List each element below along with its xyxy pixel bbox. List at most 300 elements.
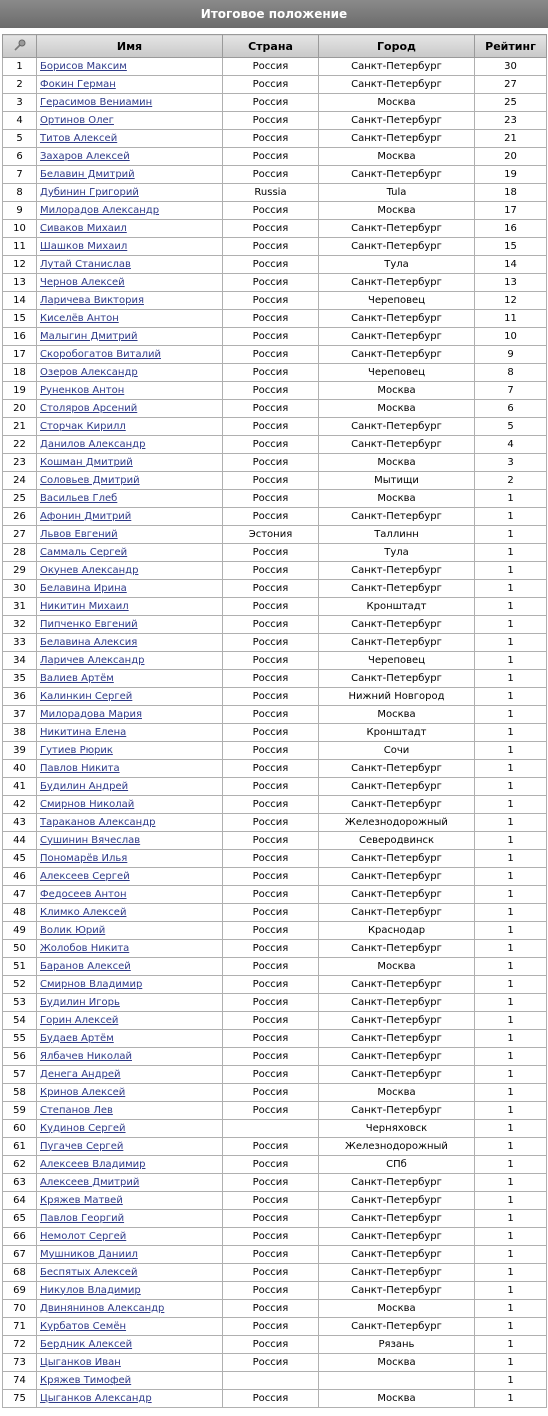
table-row bbox=[3, 1192, 547, 1210]
table-row bbox=[3, 940, 547, 958]
player-name-link[interactable]: Степанов Лев bbox=[40, 1104, 113, 1116]
table-row bbox=[3, 472, 547, 490]
name-cell bbox=[37, 436, 223, 454]
place-cell: 52 bbox=[3, 976, 37, 994]
player-name-link[interactable]: Львов Евгений bbox=[40, 528, 118, 540]
rating-cell: 1 bbox=[475, 1318, 547, 1336]
table-header-row bbox=[3, 35, 547, 58]
rating-cell: 12 bbox=[475, 292, 547, 310]
place-cell: 27 bbox=[3, 526, 37, 544]
table-row bbox=[3, 1174, 547, 1192]
place-cell: 2 bbox=[3, 76, 37, 94]
name-cell bbox=[37, 418, 223, 436]
place-cell: 46 bbox=[3, 868, 37, 886]
city-cell: Черняховск bbox=[319, 1120, 475, 1138]
rating-cell: 1 bbox=[475, 1354, 547, 1372]
player-name-link[interactable]: Никитин Михаил bbox=[40, 600, 129, 612]
player-name-link[interactable]: Смирнов Николай bbox=[40, 798, 135, 810]
player-name-link[interactable]: Фокин Герман bbox=[40, 78, 116, 90]
name-cell bbox=[37, 616, 223, 634]
table-row bbox=[3, 526, 547, 544]
country-cell: Россия bbox=[223, 1210, 319, 1228]
table-row bbox=[3, 382, 547, 400]
city-cell: Санкт-Петербург bbox=[319, 1030, 475, 1048]
name-cell bbox=[37, 976, 223, 994]
country-cell: Россия bbox=[223, 994, 319, 1012]
player-name-link[interactable]: Волик Юрий bbox=[40, 924, 106, 936]
place-cell: 9 bbox=[3, 202, 37, 220]
player-name-link[interactable]: Кошман Дмитрий bbox=[40, 456, 133, 468]
name-cell bbox=[37, 598, 223, 616]
city-cell: Санкт-Петербург bbox=[319, 274, 475, 292]
name-cell bbox=[37, 1030, 223, 1048]
city-cell: Москва bbox=[319, 490, 475, 508]
player-name-link[interactable]: Курбатов Семён bbox=[40, 1320, 127, 1332]
table-row bbox=[3, 1282, 547, 1300]
player-name-link[interactable]: Ортинов Олег bbox=[40, 114, 114, 126]
player-name-link[interactable]: Алексеев Дмитрий bbox=[40, 1176, 140, 1188]
table-row bbox=[3, 1354, 547, 1372]
place-cell: 72 bbox=[3, 1336, 37, 1354]
player-name-link[interactable]: Павлов Георгий bbox=[40, 1212, 125, 1224]
player-name-link[interactable]: Гутиев Рюрик bbox=[40, 744, 113, 756]
header-icon-cell bbox=[3, 35, 37, 58]
city-cell: Москва bbox=[319, 958, 475, 976]
country-cell: Россия bbox=[223, 1192, 319, 1210]
player-name-link[interactable]: Скоробогатов Виталий bbox=[40, 348, 161, 360]
country-cell: Россия bbox=[223, 850, 319, 868]
table-row bbox=[3, 112, 547, 130]
table-row bbox=[3, 1390, 547, 1408]
table-row bbox=[3, 292, 547, 310]
city-cell: Санкт-Петербург bbox=[319, 238, 475, 256]
name-cell bbox=[37, 994, 223, 1012]
country-cell: Россия bbox=[223, 400, 319, 418]
player-name-link[interactable]: Цыганков Александр bbox=[40, 1392, 152, 1404]
rating-cell: 10 bbox=[475, 328, 547, 346]
player-name-link[interactable]: Пономарёв Илья bbox=[40, 852, 128, 864]
player-name-link[interactable]: Алексеев Сергей bbox=[40, 870, 130, 882]
rating-cell: 1 bbox=[475, 1192, 547, 1210]
table-row bbox=[3, 1228, 547, 1246]
player-name-link[interactable]: Милорадов Александр bbox=[40, 204, 160, 216]
place-cell: 26 bbox=[3, 508, 37, 526]
place-cell: 33 bbox=[3, 634, 37, 652]
name-cell bbox=[37, 724, 223, 742]
place-cell: 50 bbox=[3, 940, 37, 958]
name-cell bbox=[37, 634, 223, 652]
player-name-link[interactable]: Лутай Станислав bbox=[40, 258, 131, 270]
rating-cell: 1 bbox=[475, 922, 547, 940]
city-cell: Железнодорожный bbox=[319, 1138, 475, 1156]
country-cell: Россия bbox=[223, 868, 319, 886]
rating-cell: 6 bbox=[475, 400, 547, 418]
city-cell: Санкт-Петербург bbox=[319, 868, 475, 886]
player-name-link[interactable]: Малыгин Дмитрий bbox=[40, 330, 138, 342]
city-cell: Санкт-Петербург bbox=[319, 76, 475, 94]
player-name-link[interactable]: Белавина Алексия bbox=[40, 636, 138, 648]
country-cell: Россия bbox=[223, 886, 319, 904]
place-cell: 55 bbox=[3, 1030, 37, 1048]
header-rating[interactable]: Рейтинг bbox=[475, 35, 547, 58]
player-name-link[interactable]: Озеров Александр bbox=[40, 366, 138, 378]
table-row bbox=[3, 814, 547, 832]
place-cell: 16 bbox=[3, 328, 37, 346]
player-name-link[interactable]: Денега Андрей bbox=[40, 1068, 121, 1080]
city-cell: Санкт-Петербург bbox=[319, 886, 475, 904]
player-name-link[interactable]: Кряжев Матвей bbox=[40, 1194, 123, 1206]
country-cell: Россия bbox=[223, 310, 319, 328]
player-name-link[interactable]: Баранов Алексей bbox=[40, 960, 131, 972]
country-cell: Россия bbox=[223, 76, 319, 94]
player-name-link[interactable]: Двинянинов Александр bbox=[40, 1302, 165, 1314]
name-cell bbox=[37, 1318, 223, 1336]
name-cell bbox=[37, 1246, 223, 1264]
player-name-link[interactable]: Ларичев Александр bbox=[40, 654, 145, 666]
player-name-link[interactable]: Будилин Андрей bbox=[40, 780, 129, 792]
player-name-link[interactable]: Милорадова Мария bbox=[40, 708, 142, 720]
city-cell: Санкт-Петербург bbox=[319, 778, 475, 796]
table-row bbox=[3, 688, 547, 706]
country-cell: Россия bbox=[223, 1174, 319, 1192]
rating-cell: 1 bbox=[475, 652, 547, 670]
rating-cell: 1 bbox=[475, 796, 547, 814]
place-cell: 45 bbox=[3, 850, 37, 868]
table-row bbox=[3, 400, 547, 418]
country-cell: Россия bbox=[223, 508, 319, 526]
player-name-link[interactable]: Шашков Михаил bbox=[40, 240, 128, 252]
rating-cell: 13 bbox=[475, 274, 547, 292]
table-row bbox=[3, 1084, 547, 1102]
rating-cell: 1 bbox=[475, 742, 547, 760]
rating-cell: 2 bbox=[475, 472, 547, 490]
player-name-link[interactable]: Кряжев Тимофей bbox=[40, 1374, 132, 1386]
header-country[interactable]: Страна bbox=[223, 35, 319, 58]
city-cell: Санкт-Петербург bbox=[319, 1318, 475, 1336]
country-cell: Россия bbox=[223, 688, 319, 706]
city-cell: Санкт-Петербург bbox=[319, 418, 475, 436]
player-name-link[interactable]: Валиев Артём bbox=[40, 672, 114, 684]
player-name-link[interactable]: Пипченко Евгений bbox=[40, 618, 138, 630]
rating-cell: 1 bbox=[475, 544, 547, 562]
name-cell bbox=[37, 706, 223, 724]
country-cell: Россия bbox=[223, 1012, 319, 1030]
player-name-link[interactable]: Белавина Ирина bbox=[40, 582, 127, 594]
place-cell: 49 bbox=[3, 922, 37, 940]
name-cell bbox=[37, 868, 223, 886]
city-cell: Краснодар bbox=[319, 922, 475, 940]
country-cell: Россия bbox=[223, 580, 319, 598]
country-cell: Россия bbox=[223, 1336, 319, 1354]
city-cell: Санкт-Петербург bbox=[319, 850, 475, 868]
place-cell: 61 bbox=[3, 1138, 37, 1156]
rating-cell: 1 bbox=[475, 958, 547, 976]
country-cell: Россия bbox=[223, 778, 319, 796]
country-cell: Россия bbox=[223, 148, 319, 166]
city-cell: Москва bbox=[319, 400, 475, 418]
city-cell: Санкт-Петербург bbox=[319, 904, 475, 922]
country-cell: Россия bbox=[223, 706, 319, 724]
country-cell bbox=[223, 1372, 319, 1390]
player-name-link[interactable]: Горин Алексей bbox=[40, 1014, 119, 1026]
player-name-link[interactable]: Немолот Сергей bbox=[40, 1230, 127, 1242]
country-cell: Россия bbox=[223, 1264, 319, 1282]
place-cell: 23 bbox=[3, 454, 37, 472]
country-cell: Россия bbox=[223, 1138, 319, 1156]
player-name-link[interactable]: Будилин Игорь bbox=[40, 996, 120, 1008]
country-cell: Россия bbox=[223, 274, 319, 292]
name-cell bbox=[37, 1372, 223, 1390]
city-cell: Санкт-Петербург bbox=[319, 1174, 475, 1192]
place-cell: 28 bbox=[3, 544, 37, 562]
player-name-link[interactable]: Кудинов Сергей bbox=[40, 1122, 126, 1134]
city-cell: Санкт-Петербург bbox=[319, 976, 475, 994]
player-name-link[interactable]: Герасимов Вениамин bbox=[40, 96, 153, 108]
city-cell: Санкт-Петербург bbox=[319, 580, 475, 598]
city-cell: Москва bbox=[319, 94, 475, 112]
table-row bbox=[3, 580, 547, 598]
player-name-link[interactable]: Захаров Алексей bbox=[40, 150, 130, 162]
player-name-link[interactable]: Белавин Дмитрий bbox=[40, 168, 135, 180]
name-cell bbox=[37, 238, 223, 256]
country-cell: Россия bbox=[223, 454, 319, 472]
country-cell: Россия bbox=[223, 598, 319, 616]
name-cell bbox=[37, 580, 223, 598]
rating-cell: 1 bbox=[475, 598, 547, 616]
rating-cell: 1 bbox=[475, 994, 547, 1012]
country-cell: Россия bbox=[223, 1030, 319, 1048]
name-cell bbox=[37, 760, 223, 778]
name-cell bbox=[37, 274, 223, 292]
player-name-link[interactable]: Дубинин Григорий bbox=[40, 186, 139, 198]
table-row bbox=[3, 1120, 547, 1138]
name-cell bbox=[37, 886, 223, 904]
rating-cell: 25 bbox=[475, 94, 547, 112]
rating-cell: 1 bbox=[475, 1120, 547, 1138]
rating-cell: 16 bbox=[475, 220, 547, 238]
country-cell: Россия bbox=[223, 202, 319, 220]
name-cell bbox=[37, 400, 223, 418]
name-cell bbox=[37, 328, 223, 346]
city-cell: Москва bbox=[319, 1300, 475, 1318]
country-cell: Россия bbox=[223, 562, 319, 580]
country-cell: Россия bbox=[223, 472, 319, 490]
place-cell: 74 bbox=[3, 1372, 37, 1390]
city-cell: Москва bbox=[319, 1354, 475, 1372]
rating-cell: 1 bbox=[475, 1228, 547, 1246]
place-cell: 13 bbox=[3, 274, 37, 292]
country-cell: Россия bbox=[223, 1354, 319, 1372]
city-cell: Санкт-Петербург bbox=[319, 670, 475, 688]
player-name-link[interactable]: Кринов Алексей bbox=[40, 1086, 126, 1098]
place-cell: 62 bbox=[3, 1156, 37, 1174]
player-name-link[interactable]: Сушинин Вячеслав bbox=[40, 834, 141, 846]
table-row bbox=[3, 958, 547, 976]
name-cell bbox=[37, 796, 223, 814]
rating-cell: 5 bbox=[475, 418, 547, 436]
name-cell bbox=[37, 1102, 223, 1120]
country-cell: Россия bbox=[223, 490, 319, 508]
table-row bbox=[3, 184, 547, 202]
name-cell bbox=[37, 256, 223, 274]
table-row bbox=[3, 544, 547, 562]
table-row bbox=[3, 562, 547, 580]
name-cell bbox=[37, 220, 223, 238]
table-row bbox=[3, 436, 547, 454]
place-cell: 47 bbox=[3, 886, 37, 904]
city-cell: Череповец bbox=[319, 364, 475, 382]
country-cell: Россия bbox=[223, 1084, 319, 1102]
table-row bbox=[3, 166, 547, 184]
player-name-link[interactable]: Калинкин Сергей bbox=[40, 690, 133, 702]
table-row bbox=[3, 850, 547, 868]
name-cell bbox=[37, 1066, 223, 1084]
country-cell: Россия bbox=[223, 1300, 319, 1318]
rating-cell: 1 bbox=[475, 616, 547, 634]
player-name-link[interactable]: Беспятых Алексей bbox=[40, 1266, 138, 1278]
place-cell: 15 bbox=[3, 310, 37, 328]
place-cell: 41 bbox=[3, 778, 37, 796]
place-cell: 63 bbox=[3, 1174, 37, 1192]
name-cell bbox=[37, 652, 223, 670]
player-name-link[interactable]: Данилов Александр bbox=[40, 438, 146, 450]
name-cell bbox=[37, 850, 223, 868]
name-cell bbox=[37, 508, 223, 526]
rating-cell: 27 bbox=[475, 76, 547, 94]
city-cell: Санкт-Петербург bbox=[319, 220, 475, 238]
player-name-link[interactable]: Федосеев Антон bbox=[40, 888, 127, 900]
place-cell: 8 bbox=[3, 184, 37, 202]
rating-cell: 1 bbox=[475, 1264, 547, 1282]
rating-cell: 17 bbox=[475, 202, 547, 220]
country-cell: Россия bbox=[223, 1390, 319, 1408]
country-cell: Россия bbox=[223, 1156, 319, 1174]
player-name-link[interactable]: Тараканов Александр bbox=[40, 816, 156, 828]
header-city[interactable]: Город bbox=[319, 35, 475, 58]
header-name[interactable]: Имя bbox=[37, 35, 223, 58]
table-row bbox=[3, 1156, 547, 1174]
city-cell: Санкт-Петербург bbox=[319, 562, 475, 580]
player-name-link[interactable]: Столяров Арсений bbox=[40, 402, 138, 414]
city-cell: Санкт-Петербург bbox=[319, 796, 475, 814]
player-name-link[interactable]: Цыганков Иван bbox=[40, 1356, 121, 1368]
player-name-link[interactable]: Борисов Максим bbox=[40, 60, 127, 72]
table-row bbox=[3, 1012, 547, 1030]
name-cell bbox=[37, 778, 223, 796]
name-cell bbox=[37, 382, 223, 400]
player-name-link[interactable]: Климко Алексей bbox=[40, 906, 127, 918]
player-name-link[interactable]: Руненков Антон bbox=[40, 384, 125, 396]
country-cell: Россия bbox=[223, 1282, 319, 1300]
name-cell bbox=[37, 670, 223, 688]
table-row bbox=[3, 652, 547, 670]
place-cell: 35 bbox=[3, 670, 37, 688]
rating-cell: 1 bbox=[475, 850, 547, 868]
player-name-link[interactable]: Смирнов Владимир bbox=[40, 978, 143, 990]
country-cell: Россия bbox=[223, 976, 319, 994]
name-cell bbox=[37, 1210, 223, 1228]
player-name-link[interactable]: Сиваков Михаил bbox=[40, 222, 127, 234]
place-cell: 12 bbox=[3, 256, 37, 274]
rating-cell: 1 bbox=[475, 688, 547, 706]
results-title: Итоговое положение bbox=[0, 0, 548, 28]
player-name-link[interactable]: Мушников Даниил bbox=[40, 1248, 138, 1260]
place-cell: 20 bbox=[3, 400, 37, 418]
name-cell bbox=[37, 958, 223, 976]
country-cell: Россия bbox=[223, 94, 319, 112]
city-cell: Санкт-Петербург bbox=[319, 1264, 475, 1282]
place-cell: 14 bbox=[3, 292, 37, 310]
player-name-link[interactable]: Ларичева Виктория bbox=[40, 294, 144, 306]
country-cell: Россия bbox=[223, 616, 319, 634]
player-name-link[interactable]: Чернов Алексей bbox=[40, 276, 125, 288]
country-cell: Россия bbox=[223, 58, 319, 76]
name-cell bbox=[37, 1120, 223, 1138]
table-row bbox=[3, 76, 547, 94]
player-name-link[interactable]: Киселёв Антон bbox=[40, 312, 119, 324]
name-cell bbox=[37, 184, 223, 202]
place-cell: 10 bbox=[3, 220, 37, 238]
rating-cell: 1 bbox=[475, 634, 547, 652]
country-cell: Россия bbox=[223, 724, 319, 742]
country-cell: Россия bbox=[223, 760, 319, 778]
rating-cell: 19 bbox=[475, 166, 547, 184]
player-name-link[interactable]: Саммаль Сергей bbox=[40, 546, 128, 558]
player-name-link[interactable]: Никулов Владимир bbox=[40, 1284, 141, 1296]
table-row bbox=[3, 310, 547, 328]
player-name-link[interactable]: Соловьев Дмитрий bbox=[40, 474, 140, 486]
player-name-link[interactable]: Алексеев Владимир bbox=[40, 1158, 146, 1170]
table-row bbox=[3, 364, 547, 382]
name-cell bbox=[37, 814, 223, 832]
name-cell bbox=[37, 1174, 223, 1192]
player-name-link[interactable]: Афонин Дмитрий bbox=[40, 510, 132, 522]
player-name-link[interactable]: Пугачев Сергей bbox=[40, 1140, 124, 1152]
city-cell: Санкт-Петербург bbox=[319, 940, 475, 958]
name-cell bbox=[37, 202, 223, 220]
table-row bbox=[3, 832, 547, 850]
name-cell bbox=[37, 922, 223, 940]
name-cell bbox=[37, 1012, 223, 1030]
rating-cell: 1 bbox=[475, 1174, 547, 1192]
rating-cell: 1 bbox=[475, 1210, 547, 1228]
player-name-link[interactable]: Титов Алексей bbox=[40, 132, 118, 144]
country-cell: Россия bbox=[223, 544, 319, 562]
player-name-link[interactable]: Окунев Александр bbox=[40, 564, 139, 576]
rating-cell: 1 bbox=[475, 1048, 547, 1066]
table-row bbox=[3, 274, 547, 292]
player-name-link[interactable]: Сторчак Кирилл bbox=[40, 420, 126, 432]
player-name-link[interactable]: Бердник Алексей bbox=[40, 1338, 133, 1350]
player-name-link[interactable]: Никитина Елена bbox=[40, 726, 127, 738]
player-name-link[interactable]: Ялбачев Николай bbox=[40, 1050, 132, 1062]
player-name-link[interactable]: Будаев Артём bbox=[40, 1032, 114, 1044]
country-cell: Россия bbox=[223, 652, 319, 670]
player-name-link[interactable]: Жолобов Никита bbox=[40, 942, 130, 954]
table-row bbox=[3, 634, 547, 652]
table-row bbox=[3, 922, 547, 940]
table-row bbox=[3, 868, 547, 886]
player-name-link[interactable]: Павлов Никита bbox=[40, 762, 120, 774]
place-cell: 48 bbox=[3, 904, 37, 922]
table-row bbox=[3, 1372, 547, 1390]
place-cell: 6 bbox=[3, 148, 37, 166]
country-cell: Россия bbox=[223, 634, 319, 652]
player-name-link[interactable]: Васильев Глеб bbox=[40, 492, 118, 504]
rating-cell: 1 bbox=[475, 1300, 547, 1318]
country-cell: Россия bbox=[223, 1228, 319, 1246]
rating-cell: 30 bbox=[475, 58, 547, 76]
